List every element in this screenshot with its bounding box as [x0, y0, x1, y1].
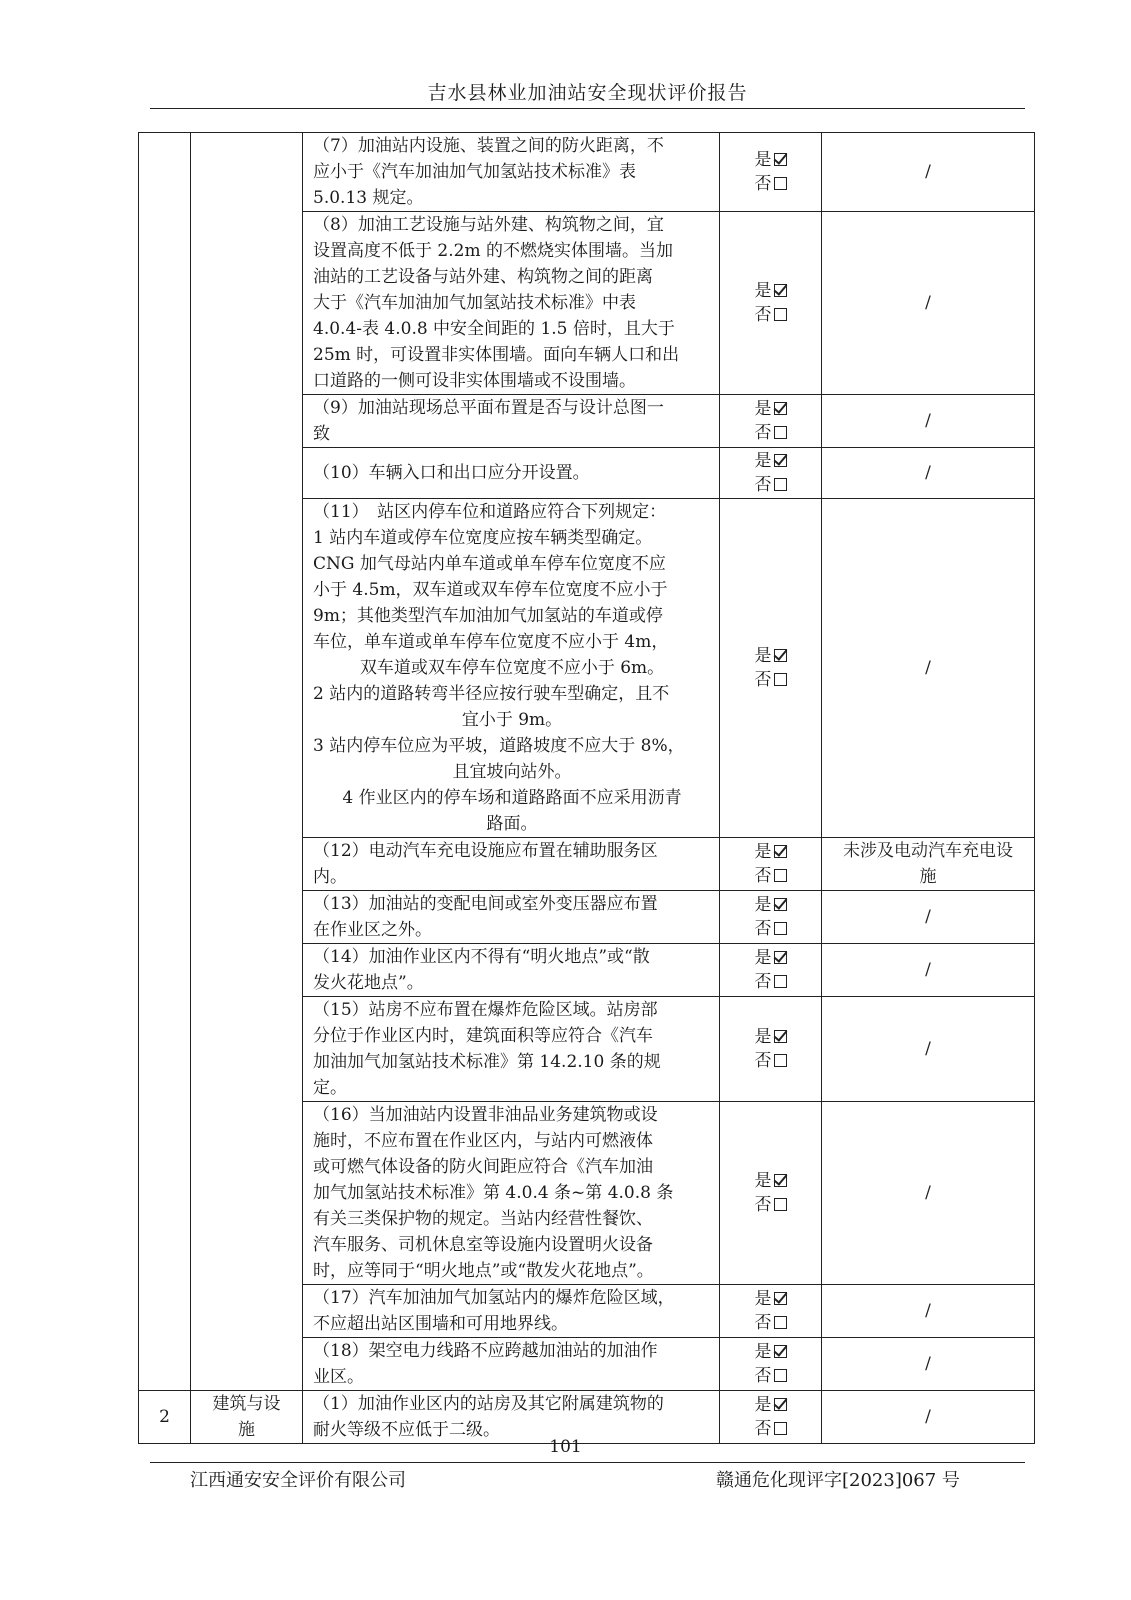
requirement-line: 不应超出站区围墙和可用地界线。: [313, 1314, 568, 1334]
requirement-line: （17）汽车加油加气加氢站内的爆炸危险区域，: [313, 1288, 675, 1308]
compliance-cell: [720, 997, 822, 1102]
checkbox-yes-checked-icon[interactable]: [774, 1398, 787, 1411]
option-yes: [720, 279, 821, 303]
requirement-line: 4.0.4-表 4.0.8 中安全间距的 1.5 倍时，且大于: [313, 319, 675, 339]
requirement-line: 口道路的一侧可设非实体围墙或不设围墙。: [313, 371, 636, 391]
requirement-line: 定。: [313, 1078, 347, 1098]
table-row: [139, 133, 1035, 212]
remark-cell: 未涉及电动汽车充电设施: [822, 838, 1035, 891]
compliance-cell: [720, 838, 822, 891]
checkbox-yes-checked-icon[interactable]: [774, 153, 787, 166]
requirement-cell: [303, 997, 720, 1102]
option-yes-label: 是: [754, 150, 772, 170]
option-yes: [720, 1340, 821, 1364]
requirement-cell: [303, 448, 720, 499]
requirement-cell: [303, 499, 720, 838]
requirement-cell: [303, 1285, 720, 1338]
compliance-cell: [720, 448, 822, 499]
category-label: 建筑与设施: [191, 1391, 303, 1444]
requirement-line: （12）电动汽车充电设施应布置在辅助服务区: [313, 841, 658, 861]
option-no: [720, 1364, 821, 1388]
option-no-label: 否: [754, 475, 772, 495]
option-no: [720, 421, 821, 445]
option-yes: [720, 644, 821, 668]
option-yes-label: 是: [754, 281, 772, 301]
page-header-title: 吉水县林业加油站安全现状评价报告: [427, 82, 748, 104]
remark-cell: /: [822, 1285, 1035, 1338]
option-yes-label: 是: [754, 1289, 772, 1309]
checkbox-no-empty-icon[interactable]: [774, 1198, 787, 1211]
checkbox-yes-checked-icon[interactable]: [774, 898, 787, 911]
header-rule: [150, 108, 1025, 109]
option-yes: [720, 1169, 821, 1193]
requirement-line: 3 站内停车位应为平坡，道路坡度不应大于 8%，: [313, 736, 685, 756]
evaluation-table: [138, 132, 1035, 1444]
table-row-section-2: [139, 1391, 1035, 1444]
requirement-line: 在作业区之外。: [313, 920, 432, 940]
remark-cell: /: [822, 1338, 1035, 1391]
option-yes: [720, 397, 821, 421]
requirement-cell: [303, 891, 720, 944]
requirement-line: 1 站内车道或停车位宽度应按车辆类型确定。: [313, 528, 653, 548]
compliance-cell: [720, 1338, 822, 1391]
option-no: [720, 172, 821, 196]
requirement-line: 9m；其他类型汽车加油加气加氢站的车道或停: [313, 606, 663, 626]
requirement-line: CNG 加气母站内单车道或单车停车位宽度不应: [313, 554, 666, 574]
option-yes: [720, 1287, 821, 1311]
requirement-line: 2 站内的道路转弯半径应按行驶车型确定，且不: [313, 684, 670, 704]
option-no-label: 否: [754, 1195, 772, 1215]
checkbox-yes-checked-icon[interactable]: [774, 1345, 787, 1358]
checkbox-no-empty-icon[interactable]: [774, 308, 787, 321]
checkbox-yes-checked-icon[interactable]: [774, 1292, 787, 1305]
option-yes-label: 是: [754, 1027, 772, 1047]
option-yes: [720, 840, 821, 864]
checkbox-no-empty-icon[interactable]: [774, 426, 787, 439]
requirement-line: 25m 时，可设置非实体围墙。面向车辆人口和出: [313, 345, 680, 365]
checkbox-yes-checked-icon[interactable]: [774, 284, 787, 297]
company-name: 江西通安安全评价有限公司: [190, 1470, 406, 1491]
checkbox-yes-checked-icon[interactable]: [774, 951, 787, 964]
footer-rule: [150, 1462, 1025, 1463]
option-no-label: 否: [754, 866, 772, 886]
requirement-line: 双车道或双车停车位宽度不应小于 6m。: [359, 658, 665, 678]
option-no-label: 否: [754, 919, 772, 939]
requirement-line: 加气加氢站技术标准》第 4.0.4 条~第 4.0.8 条: [313, 1183, 674, 1203]
requirement-line: 有关三类保护物的规定。当站内经营性餐饮、: [313, 1209, 653, 1229]
requirement-cell: [303, 944, 720, 997]
checkbox-no-empty-icon[interactable]: [774, 1054, 787, 1067]
compliance-cell: [720, 944, 822, 997]
requirement-line: （7）加油站内设施、装置之间的防火距离，不: [313, 136, 664, 156]
requirement-line: （16）当加油站内设置非油品业务建筑物或设: [313, 1105, 658, 1125]
option-yes: [720, 449, 821, 473]
checkbox-yes-checked-icon[interactable]: [774, 1030, 787, 1043]
checkbox-no-empty-icon[interactable]: [774, 1422, 787, 1435]
requirement-line: （1）加油作业区内的站房及其它附属建筑物的: [313, 1394, 664, 1414]
remark-cell: /: [822, 133, 1035, 212]
report-code: 赣通危化现评字[2023]067 号: [716, 1470, 960, 1491]
requirement-line: 业区。: [313, 1367, 364, 1387]
requirement-line: （18）架空电力线路不应跨越加油站的加油作: [313, 1341, 658, 1361]
checkbox-no-empty-icon[interactable]: [774, 922, 787, 935]
compliance-cell: [720, 395, 822, 448]
requirement-line: 车位，单车道或单车停车位宽度不应小于 4m，: [313, 632, 669, 652]
option-no: [720, 668, 821, 692]
requirement-line: 分位于作业区内时，建筑面积等应符合《汽车: [313, 1026, 653, 1046]
option-no: [720, 917, 821, 941]
item-number: 2: [139, 1391, 191, 1444]
compliance-cell: [720, 1391, 822, 1444]
requirement-line: 5.0.13 规定。: [313, 188, 424, 208]
option-no-label: 否: [754, 670, 772, 690]
compliance-cell: [720, 1102, 822, 1285]
checkbox-yes-checked-icon[interactable]: [774, 845, 787, 858]
option-yes-label: 是: [754, 948, 772, 968]
remark-cell: /: [822, 395, 1035, 448]
option-no-label: 否: [754, 423, 772, 443]
requirement-line: 油站的工艺设备与站外建、构筑物之间的距离: [313, 267, 653, 287]
page-number: 101: [549, 1437, 582, 1457]
requirement-cell: [303, 212, 720, 395]
requirement-line: 发火花地点”。: [313, 973, 424, 993]
option-yes: [720, 1025, 821, 1049]
checkbox-no-empty-icon[interactable]: [774, 478, 787, 491]
option-yes: [720, 946, 821, 970]
requirement-line: 施时，不应布置在作业区内，与站内可燃液体: [313, 1131, 653, 1151]
category-cell: [191, 133, 303, 1391]
requirement-line: （15）站房不应布置在爆炸危险区域。站房部: [313, 1000, 658, 1020]
checkbox-no-empty-icon[interactable]: [774, 975, 787, 988]
remark-cell: /: [822, 1391, 1035, 1444]
option-yes-label: 是: [754, 451, 772, 471]
option-yes-label: 是: [754, 399, 772, 419]
requirement-line: 小于 4.5m，双车道或双车停车位宽度不应小于: [313, 580, 668, 600]
option-yes-label: 是: [754, 1171, 772, 1191]
requirement-line: 致: [313, 424, 330, 444]
checkbox-no-empty-icon[interactable]: [774, 869, 787, 882]
option-no: [720, 1311, 821, 1335]
remark-cell: /: [822, 448, 1035, 499]
requirement-line: 加油加气加氢站技术标准》第 14.2.10 条的规: [313, 1052, 661, 1072]
checkbox-yes-checked-icon[interactable]: [774, 649, 787, 662]
remark-cell: /: [822, 997, 1035, 1102]
option-yes-label: 是: [754, 895, 772, 915]
remark-cell: /: [822, 891, 1035, 944]
option-yes-label: 是: [754, 1395, 772, 1415]
requirement-line: 应小于《汽车加油加气加氢站技术标准》表: [313, 162, 636, 182]
remark-cell: /: [822, 499, 1035, 838]
requirement-cell: [303, 1102, 720, 1285]
requirement-line: 或可燃气体设备的防火间距应符合《汽车加油: [313, 1157, 653, 1177]
option-no-label: 否: [754, 1419, 772, 1439]
option-no: [720, 303, 821, 327]
option-no: [720, 864, 821, 888]
requirement-line: 时，应等同于“明火地点”或“散发火花地点”。: [313, 1261, 654, 1281]
option-no-label: 否: [754, 1313, 772, 1333]
option-yes-label: 是: [754, 646, 772, 666]
requirement-line: 耐火等级不应低于二级。: [313, 1420, 500, 1440]
option-no-label: 否: [754, 174, 772, 194]
checkbox-yes-checked-icon[interactable]: [774, 1174, 787, 1187]
compliance-cell: [720, 1285, 822, 1338]
option-no: [720, 1049, 821, 1073]
checkbox-no-empty-icon[interactable]: [774, 1369, 787, 1382]
requirement-line: 宜小于 9m。: [461, 710, 563, 730]
option-no-label: 否: [754, 1051, 772, 1071]
checkbox-yes-checked-icon[interactable]: [774, 454, 787, 467]
compliance-cell: [720, 891, 822, 944]
compliance-cell: [720, 212, 822, 395]
option-yes: [720, 1393, 821, 1417]
requirement-cell: [303, 133, 720, 212]
requirement-line: （8）加油工艺设施与站外建、构筑物之间，宜: [313, 215, 664, 235]
requirement-cell: [303, 838, 720, 891]
option-yes: [720, 148, 821, 172]
requirement-line: （13）加油站的变配电间或室外变压器应布置: [313, 894, 658, 914]
remark-cell: /: [822, 944, 1035, 997]
checkbox-no-empty-icon[interactable]: [774, 177, 787, 190]
requirement-line: 汽车服务、司机休息室等设施内设置明火设备: [313, 1235, 653, 1255]
option-yes: [720, 893, 821, 917]
option-yes-label: 是: [754, 842, 772, 862]
requirement-line: 设置高度不低于 2.2m 的不燃烧实体围墙。当加: [313, 241, 673, 261]
requirement-line: 大于《汽车加油加气加氢站技术标准》中表: [313, 293, 636, 313]
option-no: [720, 1193, 821, 1217]
requirement-line: 内。: [313, 867, 347, 887]
remark-cell: /: [822, 212, 1035, 395]
checkbox-no-empty-icon[interactable]: [774, 1316, 787, 1329]
item-number-cell: [139, 133, 191, 1391]
requirement-cell: [303, 395, 720, 448]
requirement-line: （9）加油站现场总平面布置是否与设计总图一: [313, 398, 664, 418]
requirement-cell: [303, 1391, 720, 1444]
requirement-line: 路面。: [486, 814, 538, 834]
option-no: [720, 473, 821, 497]
checkbox-no-empty-icon[interactable]: [774, 673, 787, 686]
requirement-cell: [303, 1338, 720, 1391]
option-no-label: 否: [754, 1366, 772, 1386]
requirement-line: （11） 站区内停车位和道路应符合下列规定：: [313, 502, 667, 522]
remark-cell: /: [822, 1102, 1035, 1285]
compliance-cell: [720, 133, 822, 212]
requirement-line: 4 作业区内的停车场和道路路面不应采用沥青: [342, 788, 682, 808]
option-yes-label: 是: [754, 1342, 772, 1362]
requirement-line: （14）加油作业区内不得有“明火地点”或“散: [313, 947, 650, 967]
compliance-cell: [720, 499, 822, 838]
requirement-line: （10）车辆入口和出口应分开设置。: [313, 463, 590, 483]
option-no: [720, 970, 821, 994]
option-no-label: 否: [754, 972, 772, 992]
option-no-label: 否: [754, 305, 772, 325]
checkbox-yes-checked-icon[interactable]: [774, 402, 787, 415]
requirement-line: 且宜坡向站外。: [452, 762, 572, 782]
